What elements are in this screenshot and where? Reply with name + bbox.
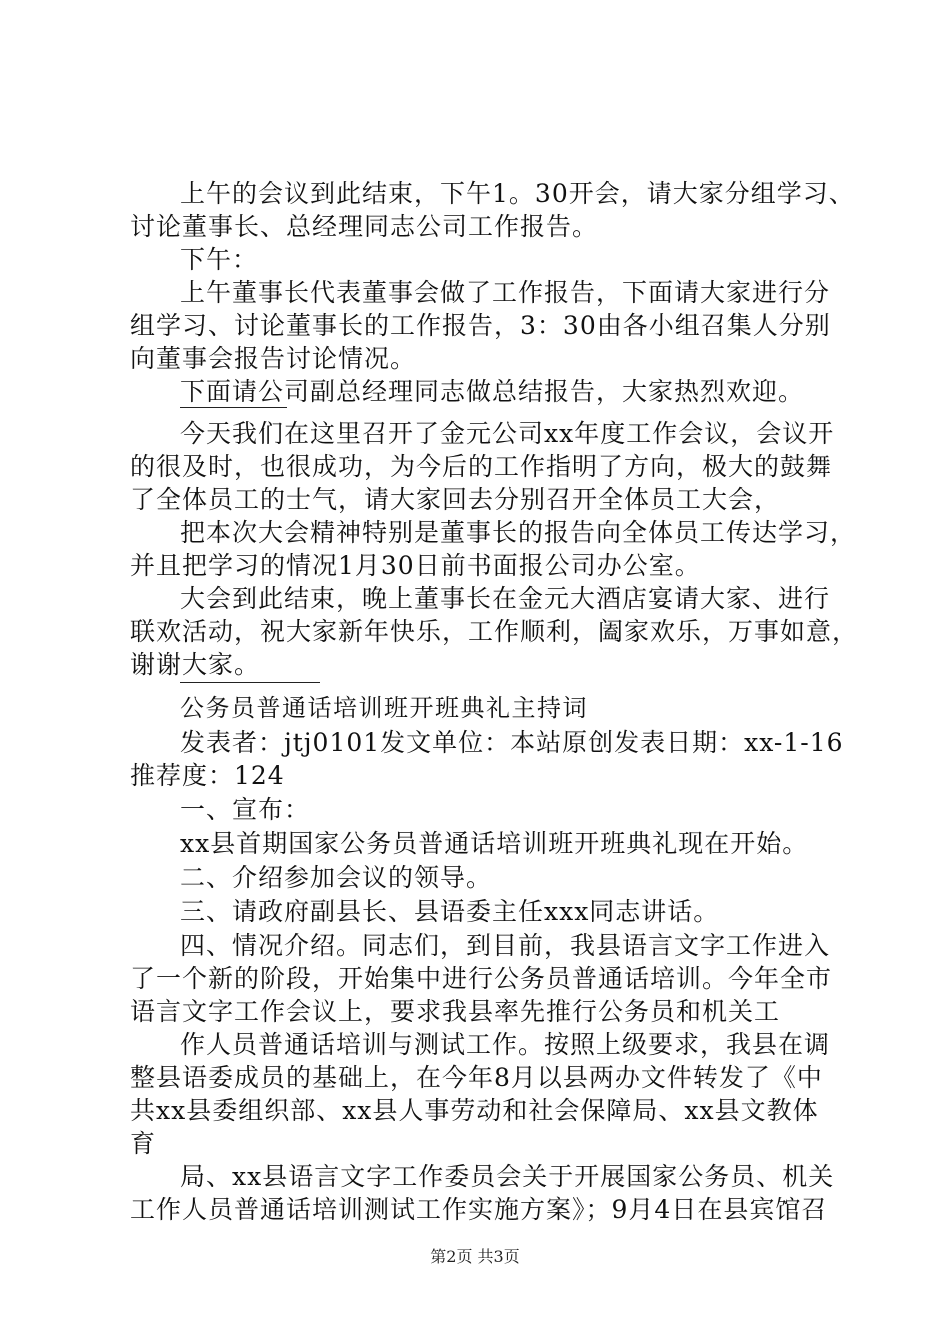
meta-line: 推荐度：124	[130, 761, 285, 790]
paragraph-line: 局、xx县语言文字工作委员会关于开展国家公务员、机关	[180, 1162, 835, 1191]
paragraph-line: 共xx县委组织部、xx县人事劳动和社会保障局、xx县文教体	[130, 1096, 819, 1125]
paragraph-line: 下面请公司副总经理同志做总结报告，大家热烈欢迎。	[180, 377, 805, 406]
paragraph-line: 了全体员工的士气，请大家回去分别召开全体员工大会，	[130, 485, 781, 514]
section-title: 公务员普通话培训班开班典礼主持词	[180, 694, 588, 722]
paragraph-line: 语言文字工作会议上，要求我县率先推行公务员和机关工	[130, 997, 781, 1026]
paragraph-line: 今天我们在这里召开了金元公司xx年度工作会议，会议开	[180, 419, 835, 448]
paragraph-line: 的很及时，也很成功，为今后的工作指明了方向，极大的鼓舞	[130, 452, 833, 481]
meta-line: 发表者：jtj0101发文单位：本站原创发表日期：xx-1-16	[180, 728, 844, 757]
paragraph-line: 并且把学习的情况1月30日前书面报公司办公室。	[130, 551, 701, 580]
page-footer: 第2页 共3页	[430, 1247, 520, 1266]
paragraph-line: 谢谢大家。	[130, 650, 261, 679]
paragraph-line: 把本次大会精神特别是董事长的报告向全体员工传达学习，	[180, 518, 857, 547]
paragraph-line: 大会到此结束，晚上董事长在金元大酒店宴请大家、进行	[180, 584, 831, 613]
paragraph-line: 二、介绍参加会议的领导。	[180, 863, 493, 892]
paragraph-line: 作人员普通话培训与测试工作。按照上级要求，我县在调	[180, 1030, 831, 1059]
paragraph-line: 了一个新的阶段，开始集中进行公务员普通话培训。今年全市	[130, 964, 833, 993]
paragraph-line: 下午：	[180, 245, 259, 274]
paragraph-line: 育	[130, 1129, 157, 1158]
separator-line	[180, 682, 320, 683]
paragraph-line: 三、请政府副县长、县语委主任xxx同志讲话。	[180, 897, 720, 926]
paragraph-line: 上午董事长代表董事会做了工作报告，下面请大家进行分	[180, 278, 831, 307]
paragraph-line: 讨论董事长、总经理同志公司工作报告。	[130, 212, 599, 241]
separator-line	[180, 407, 287, 408]
paragraph-line: 组学习、讨论董事长的工作报告，3：30由各小组召集人分别	[130, 311, 831, 340]
paragraph-line: 向董事会报告讨论情况。	[130, 344, 417, 373]
paragraph-line: 一、宣布：	[180, 795, 311, 824]
paragraph-line: 联欢活动，祝大家新年快乐，工作顺利，阖家欢乐，万事如意，	[130, 617, 859, 646]
paragraph-line: 四、情况介绍。同志们，到目前，我县语言文字工作进入	[180, 931, 831, 960]
paragraph-line: 工作人员普通话培训测试工作实施方案》；9月4日在县宾馆召	[130, 1195, 828, 1224]
paragraph-line: 上午的会议到此结束，下午1。30开会，请大家分组学习、	[180, 179, 855, 208]
paragraph-line: xx县首期国家公务员普通话培训班开班典礼现在开始。	[180, 829, 809, 858]
paragraph-line: 整县语委成员的基础上，在今年8月以县两办文件转发了《中	[130, 1063, 823, 1092]
